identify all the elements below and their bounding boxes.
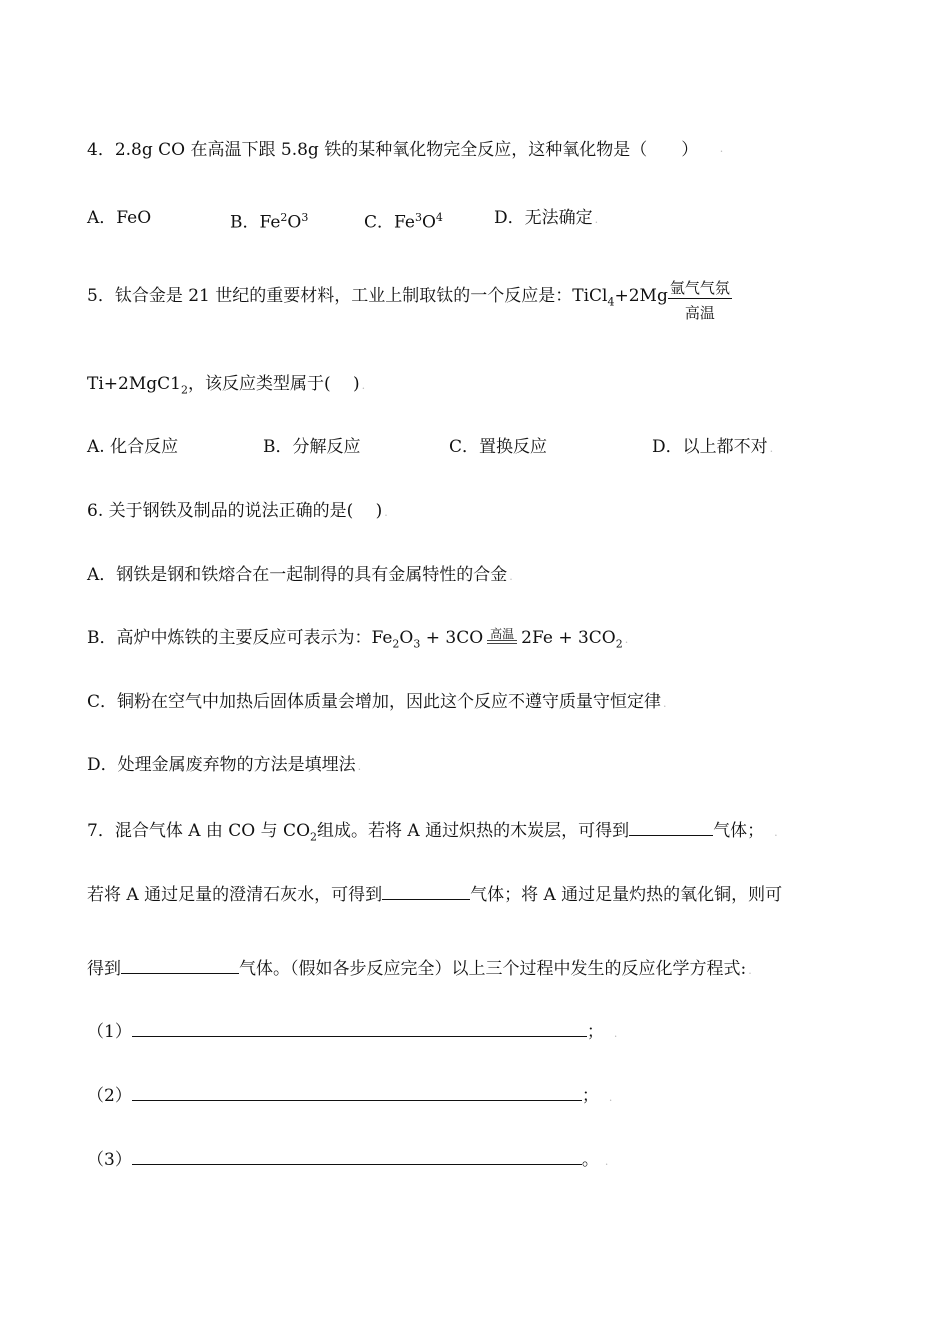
equation-blank-1[interactable] [132,1018,587,1037]
q5-option-d: D．以上都不对 . [652,437,774,457]
q6-stem: 6. 关于钢铁及制品的说法正确的是( ) . [87,501,388,521]
equation-blank-3[interactable] [132,1146,582,1165]
q4-option-d: D．无法确定 . [494,208,599,228]
q5-reaction-condition: $\frac{\text{氩气气氛}}{\text{高温}}$ [669,279,730,322]
q7-line-3: 得到 气体。（假如各步反应完全）以上三个过程中发生的反应化学方程式: . [87,955,752,983]
q7-equation-3: （3） 。 . [87,1146,608,1174]
q6-option-a: A．钢铁是钢和铁熔合在一起制得的具有金属特性的合金 . [87,565,513,585]
q5-option-b: B．分解反应 [263,437,361,457]
q6-reaction-condition: 高温 [487,628,517,644]
q5-option-c: C．置换反应 [449,437,548,457]
answer-blank-2[interactable] [382,881,470,900]
q4-option-b: B．$Fe^2O^3$ [230,211,309,233]
q7-line-2: 若将 A 通过足量的澄清石灰水，可得到 气体；将 A 通过足量灼热的氧化铜，则可 [87,881,782,907]
answer-blank-3[interactable] [121,955,239,974]
q6-option-d: D．处理金属废弃物的方法是填埋法 . [87,755,362,775]
q6-option-b: B．高炉中炼铁的主要反应可表示为：$Fe_2O_3 + 3CO$ 高温 $2Fe + 3CO_2$ . [87,626,629,651]
q4-option-a: A．FeO [87,208,152,228]
equation-blank-2[interactable] [132,1082,582,1101]
q4-option-c: C．$Fe^3O^4$ [364,211,443,233]
q5-stem: 5．钛合金是 21 世纪的重要材料，工业上制取钛的一个反应是：TiCl$_4$+2Mg $\frac{\text{氩气气氛}}{\text{高温}}$ [87,279,730,322]
answer-blank-1[interactable] [629,817,713,836]
q5-option-a: A. 化合反应 [87,437,179,457]
q7-equation-1: （1） ； . [87,1018,617,1046]
q7-line-1: 7．混合气体 A 由 CO 与 $CO_2$组成。若将 A 通过炽热的木炭层，可得到 气体； . [87,817,778,849]
q6-option-c: C．铜粉在空气中加热后固体质量会增加，因此这个反应不遵守质量守恒定律 . [87,692,667,712]
q4-stem: 4．2.8g CO 在高温下跟 5.8g 铁的某种氧化物完全反应，这种氧化物是（ ） · [87,140,724,160]
q7-equation-2: （2） ； . [87,1082,612,1110]
q5-stem-continued: $Ti+2MgC1_2$，该反应类型属于( ) . [87,374,366,397]
